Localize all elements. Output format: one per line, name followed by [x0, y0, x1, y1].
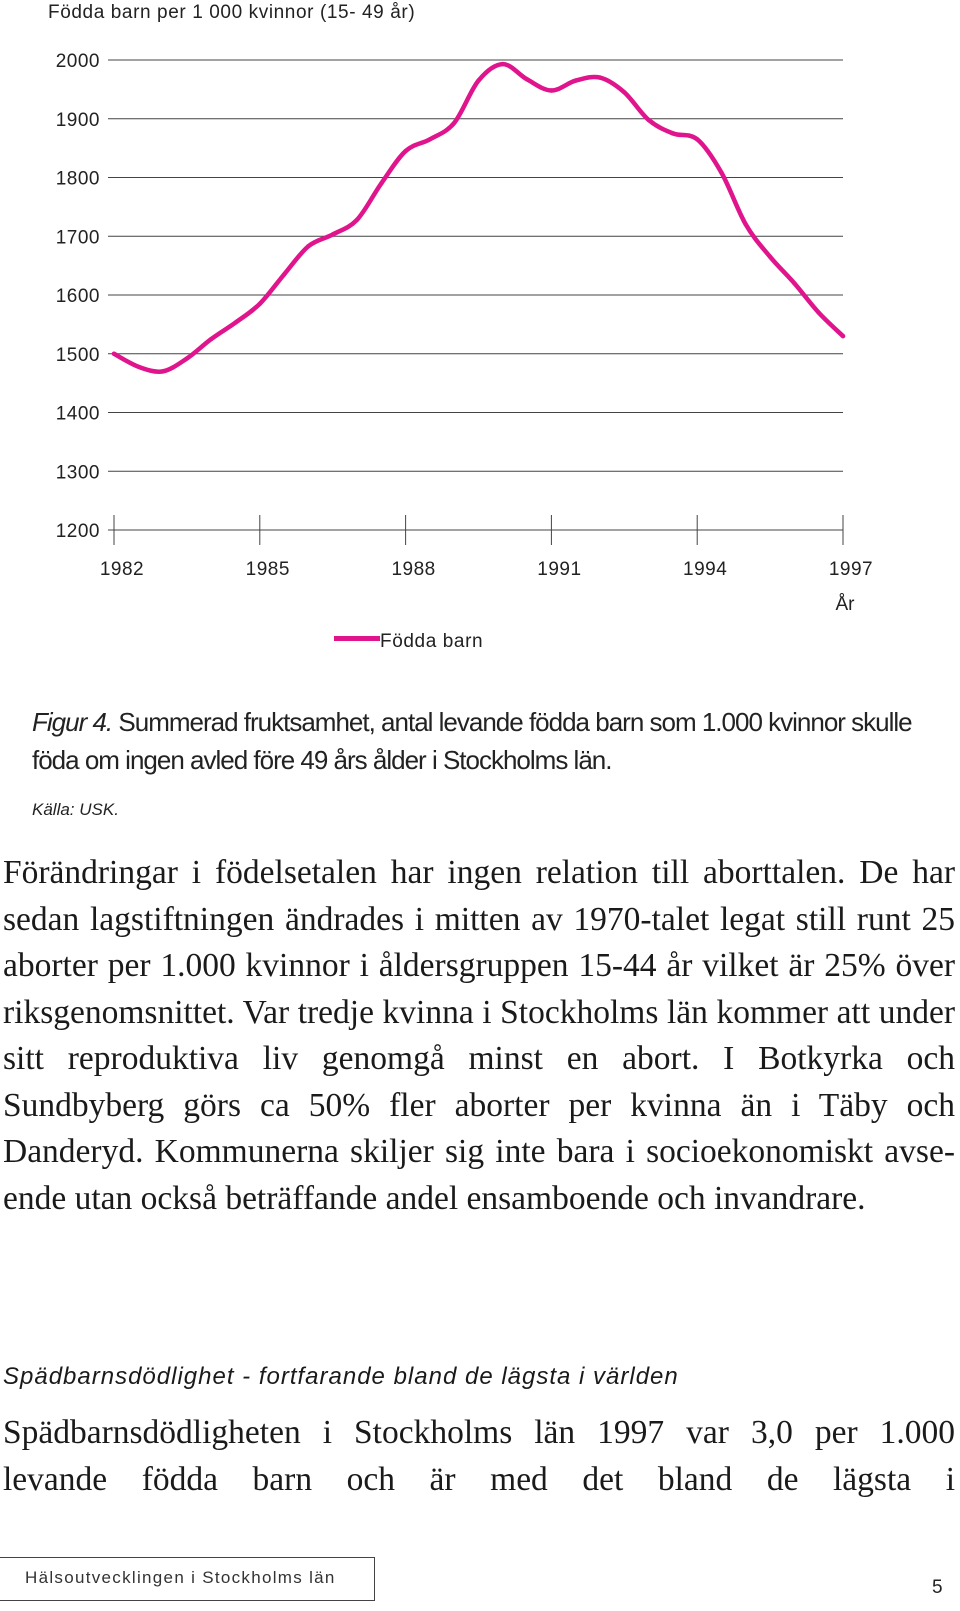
x-tick-label: 1985: [245, 559, 290, 580]
data-point-1984.5: [233, 320, 237, 324]
figure-caption-text: Summerad fruktsamhet, antal levande födda barn som 1.000 kvinnor skulle föda om ingen avled före 49 års ålder i Stockholms län.: [32, 707, 912, 775]
data-point-1994: [695, 137, 699, 141]
data-point-1988.5: [428, 137, 432, 141]
data-point-1986.5: [331, 232, 335, 236]
data-point-1993: [646, 118, 650, 122]
figure-caption: [32, 703, 932, 779]
data-point-1983: [160, 369, 164, 373]
body-paragraph-1: Förändringar i födelsetalen har ingen relation till aborttalen. De har sedan lagstiftningen ändrades i mitten av 1970-talet legat still runt 25 aborter per 1.000 kvinnor i åldersgruppen 15-44 år vilket är 25% över riksgenomsnittet. Var tredje kvinna i Stockholms län kommer att under sitt reproduktiva liv genomgå minst en abort. I Botkyrka och Sundbyberg görs ca 50% fler aborter per kvinna än i Täby och Danderyd. Kommunerna skiljer sig inte bara i socioekonomiskt avseende utan också beträffande andel ensamboende och invandrare.: [3, 854, 955, 1217]
data-point-1989.5: [476, 78, 480, 82]
data-point-1986: [306, 244, 310, 248]
data-point-1982.5: [136, 365, 140, 369]
data-point-1989: [452, 121, 456, 125]
footer-publication-title: Hälsoutvecklingen i Stockholms län: [25, 1568, 336, 1587]
data-point-1987.5: [379, 181, 383, 185]
series-line-fodda-barn: [114, 64, 843, 372]
chart-series: [112, 62, 845, 374]
legend-swatch-fodda-barn: [334, 636, 380, 641]
birth-rate-line-chart: [0, 30, 960, 670]
data-point-1983.5: [185, 356, 189, 360]
section-subheading: Spädbarnsdödlighet - fortfarande bland de lägsta i världen: [3, 1363, 679, 1390]
x-tick-label: 1988: [391, 559, 436, 580]
x-axis: [114, 515, 843, 545]
data-point-1996.5: [817, 310, 821, 314]
x-tick-label: 1982: [99, 559, 145, 580]
y-tick-label: 1300: [55, 462, 100, 484]
x-axis-label: År: [835, 594, 855, 615]
chart-gridlines: [108, 60, 843, 530]
data-point-1991: [549, 88, 553, 92]
data-point-1997: [841, 334, 845, 338]
y-axis-tick-labels: [56, 51, 100, 542]
chart-title: Födda barn per 1 000 kvinnor (15- 49 år): [48, 2, 416, 23]
data-point-1984: [209, 337, 213, 341]
y-tick-label: 1200: [55, 521, 100, 542]
data-point-1985.5: [282, 272, 286, 276]
footer-publication-box: [0, 1557, 375, 1601]
y-tick-label: 1700: [55, 227, 100, 249]
x-tick-label: 1991: [537, 559, 582, 580]
y-tick-label: 1900: [55, 109, 100, 131]
figure-source: Källa: USK.: [32, 800, 119, 819]
data-point-1992: [598, 75, 602, 79]
data-point-1990: [501, 62, 505, 66]
figure-label: Figur 4.: [32, 707, 113, 737]
y-tick-label: 1600: [55, 286, 100, 307]
y-tick-label: 2000: [55, 51, 100, 72]
x-tick-label: 1994: [683, 559, 728, 580]
data-point-1982: [112, 352, 116, 356]
data-point-1991.5: [574, 78, 578, 82]
x-tick-label: 1997: [828, 559, 874, 580]
x-axis-tick-labels: [100, 559, 873, 580]
data-point-1985: [258, 302, 262, 306]
data-point-1990.5: [525, 77, 529, 81]
y-tick-label: 1800: [55, 168, 100, 190]
data-point-1987: [355, 218, 359, 222]
data-point-1988: [403, 149, 407, 153]
data-point-1995.5: [768, 255, 772, 259]
data-point-1995: [744, 222, 748, 226]
page-number: 5: [932, 1577, 943, 1598]
data-point-1996: [792, 281, 796, 285]
data-point-1993.5: [671, 131, 675, 135]
body-paragraph-2: Spädbarnsdödligheten i Stockholms län 1997 var 3,0 per 1.000 levande födda barn och är med det bland de lägsta i: [3, 1414, 955, 1498]
y-tick-label: 1500: [55, 344, 100, 366]
y-tick-label: 1400: [55, 403, 100, 425]
data-point-1994.5: [719, 171, 723, 175]
data-point-1992.5: [622, 90, 626, 94]
legend-label-fodda-barn: Födda barn: [380, 631, 484, 652]
